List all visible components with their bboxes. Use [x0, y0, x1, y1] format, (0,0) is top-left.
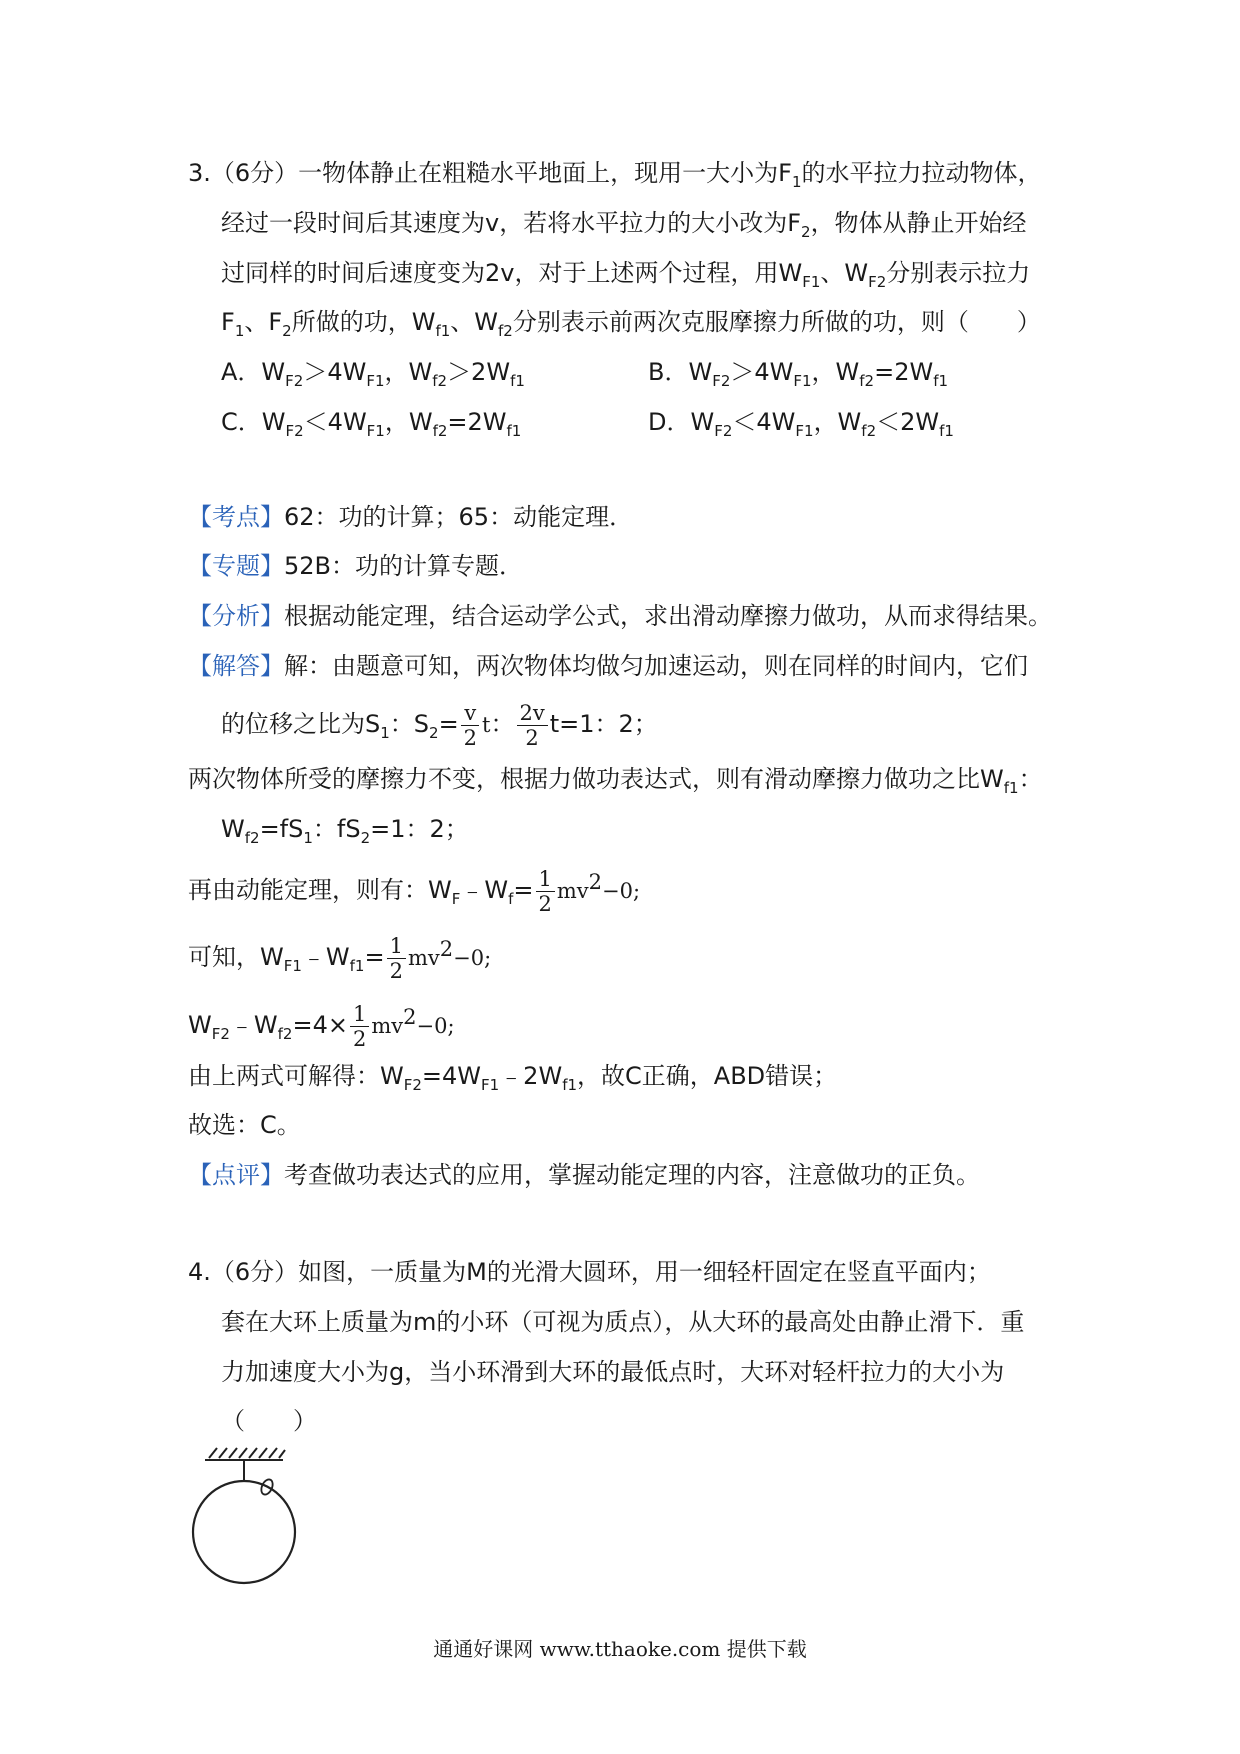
large-ring — [193, 1481, 295, 1583]
jieda-line-4: $W_{f2}=fS_1$：$fS_2=1$：2； — [221, 815, 469, 847]
ceiling-hatch — [205, 1448, 285, 1460]
q3-line-1: 3.（6分）一物体静止在粗糙水平地面上，现用一大小为$F_1$的水平拉力拉动物体， — [188, 159, 1042, 191]
q3-line-2: 经过一段时间后其速度为v，若将水平拉力的大小改为$F_2$，物体从静止开始经 — [221, 209, 1027, 241]
zhuanti-line: 【专题】52B：功的计算专题． — [188, 552, 524, 580]
zhuanti-tag: 【专题】 — [188, 552, 284, 580]
q3-option-a: A．$W_{F2}>4W_{F1}$，$W_{f2}>2W_{f1}$ — [221, 358, 525, 390]
jieda-line-3: 两次物体所受的摩擦力不变，根据力做功表达式，则有滑动摩擦力做功之比$W_{f1}$： — [188, 765, 1043, 797]
q4-line-3: 力加速度大小为g，当小环滑到大环的最低点时，大环对轻杆拉力的大小为 — [221, 1358, 1005, 1386]
jieda-line-1: 【解答】解：由题意可知，两次物体均做匀加速运动，则在同样的时间内，它们 — [188, 652, 1028, 680]
dianping-line: 【点评】考查做功表达式的应用，掌握动能定理的内容，注意做功的正负。 — [188, 1161, 980, 1189]
fenxi-line: 【分析】根据动能定理，结合运动学公式，求出滑动摩擦力做功，从而求得结果。 — [188, 602, 1052, 630]
q4-line-1: 4.（6分）如图，一质量为M的光滑大圆环，用一细轻杆固定在竖直平面内； — [188, 1258, 991, 1286]
footer-source: 通通好课网 www.tthaoke.com 提供下载 — [433, 1637, 807, 1661]
answer-line: 故选：C。 — [188, 1111, 301, 1139]
jieda-line-8: 由上两式可解得：$W_{F2}=4W_{F1}﹣2W_{f1}$，故C正确，ABD错误； — [188, 1062, 838, 1094]
jieda-line-2: 的位移之比为$S_1$：$S_2=$ $\frac{v}{2}$ t： $\frac{2v}{2}$ t=1：2； — [221, 700, 658, 750]
fraction-2v-over-2: $\frac{2v}{2}$ — [517, 701, 548, 750]
ring-on-rod-figure — [185, 1438, 315, 1608]
fraction-one-half: $\frac{1}{2}$ — [387, 934, 406, 983]
jieda-line-5: 再由动能定理，则有：$W_F﹣W_f=$ $\frac{1}{2}$ $mv^2-0$; — [188, 866, 641, 916]
jieda-line-7: $W_{F2}﹣W_{f2}=4\times$ $\frac{1}{2}$ $mv^2-0$; — [188, 1001, 455, 1051]
kaodian-line: 【考点】62：功的计算；65：动能定理． — [188, 503, 634, 531]
jieda-line-6: 可知，$W_{F1}﹣W_{f1}=$ $\frac{1}{2}$ $mv^2-0$; — [188, 933, 492, 983]
q3-option-d: D．$W_{F2}<4W_{F1}$，$W_{f2}<2W_{f1}$ — [648, 408, 954, 440]
fraction-one-half: $\frac{1}{2}$ — [536, 867, 555, 916]
q3-option-c: C．$W_{F2}<4W_{F1}$，$W_{f2}=2W_{f1}$ — [221, 408, 522, 440]
q3-option-b: B．$W_{F2}>4W_{F1}$，$W_{f2}=2W_{f1}$ — [648, 358, 949, 390]
q4-line-2: 套在大环上质量为m的小环（可视为质点），从大环的最高处由静止滑下．重 — [221, 1308, 1025, 1336]
fraction-v-over-2: $\frac{v}{2}$ — [461, 701, 480, 750]
jieda-tag: 【解答】 — [188, 652, 284, 680]
fenxi-tag: 【分析】 — [188, 602, 284, 630]
q3-line-3: 过同样的时间后速度变为2v，对于上述两个过程，用$W_{F1}$、$W_{F2}$分别表示拉力 — [221, 259, 1031, 291]
fraction-one-half: $\frac{1}{2}$ — [350, 1002, 369, 1051]
q4-line-4: （ ） — [221, 1407, 317, 1435]
dianping-tag: 【点评】 — [188, 1161, 284, 1189]
q3-line-4: $F_1$、$F_2$所做的功，$W_{f1}$、$W_{f2}$分别表示前两次克服摩擦力所做的功，则（ ） — [221, 308, 1041, 340]
kaodian-tag: 【考点】 — [188, 503, 284, 531]
